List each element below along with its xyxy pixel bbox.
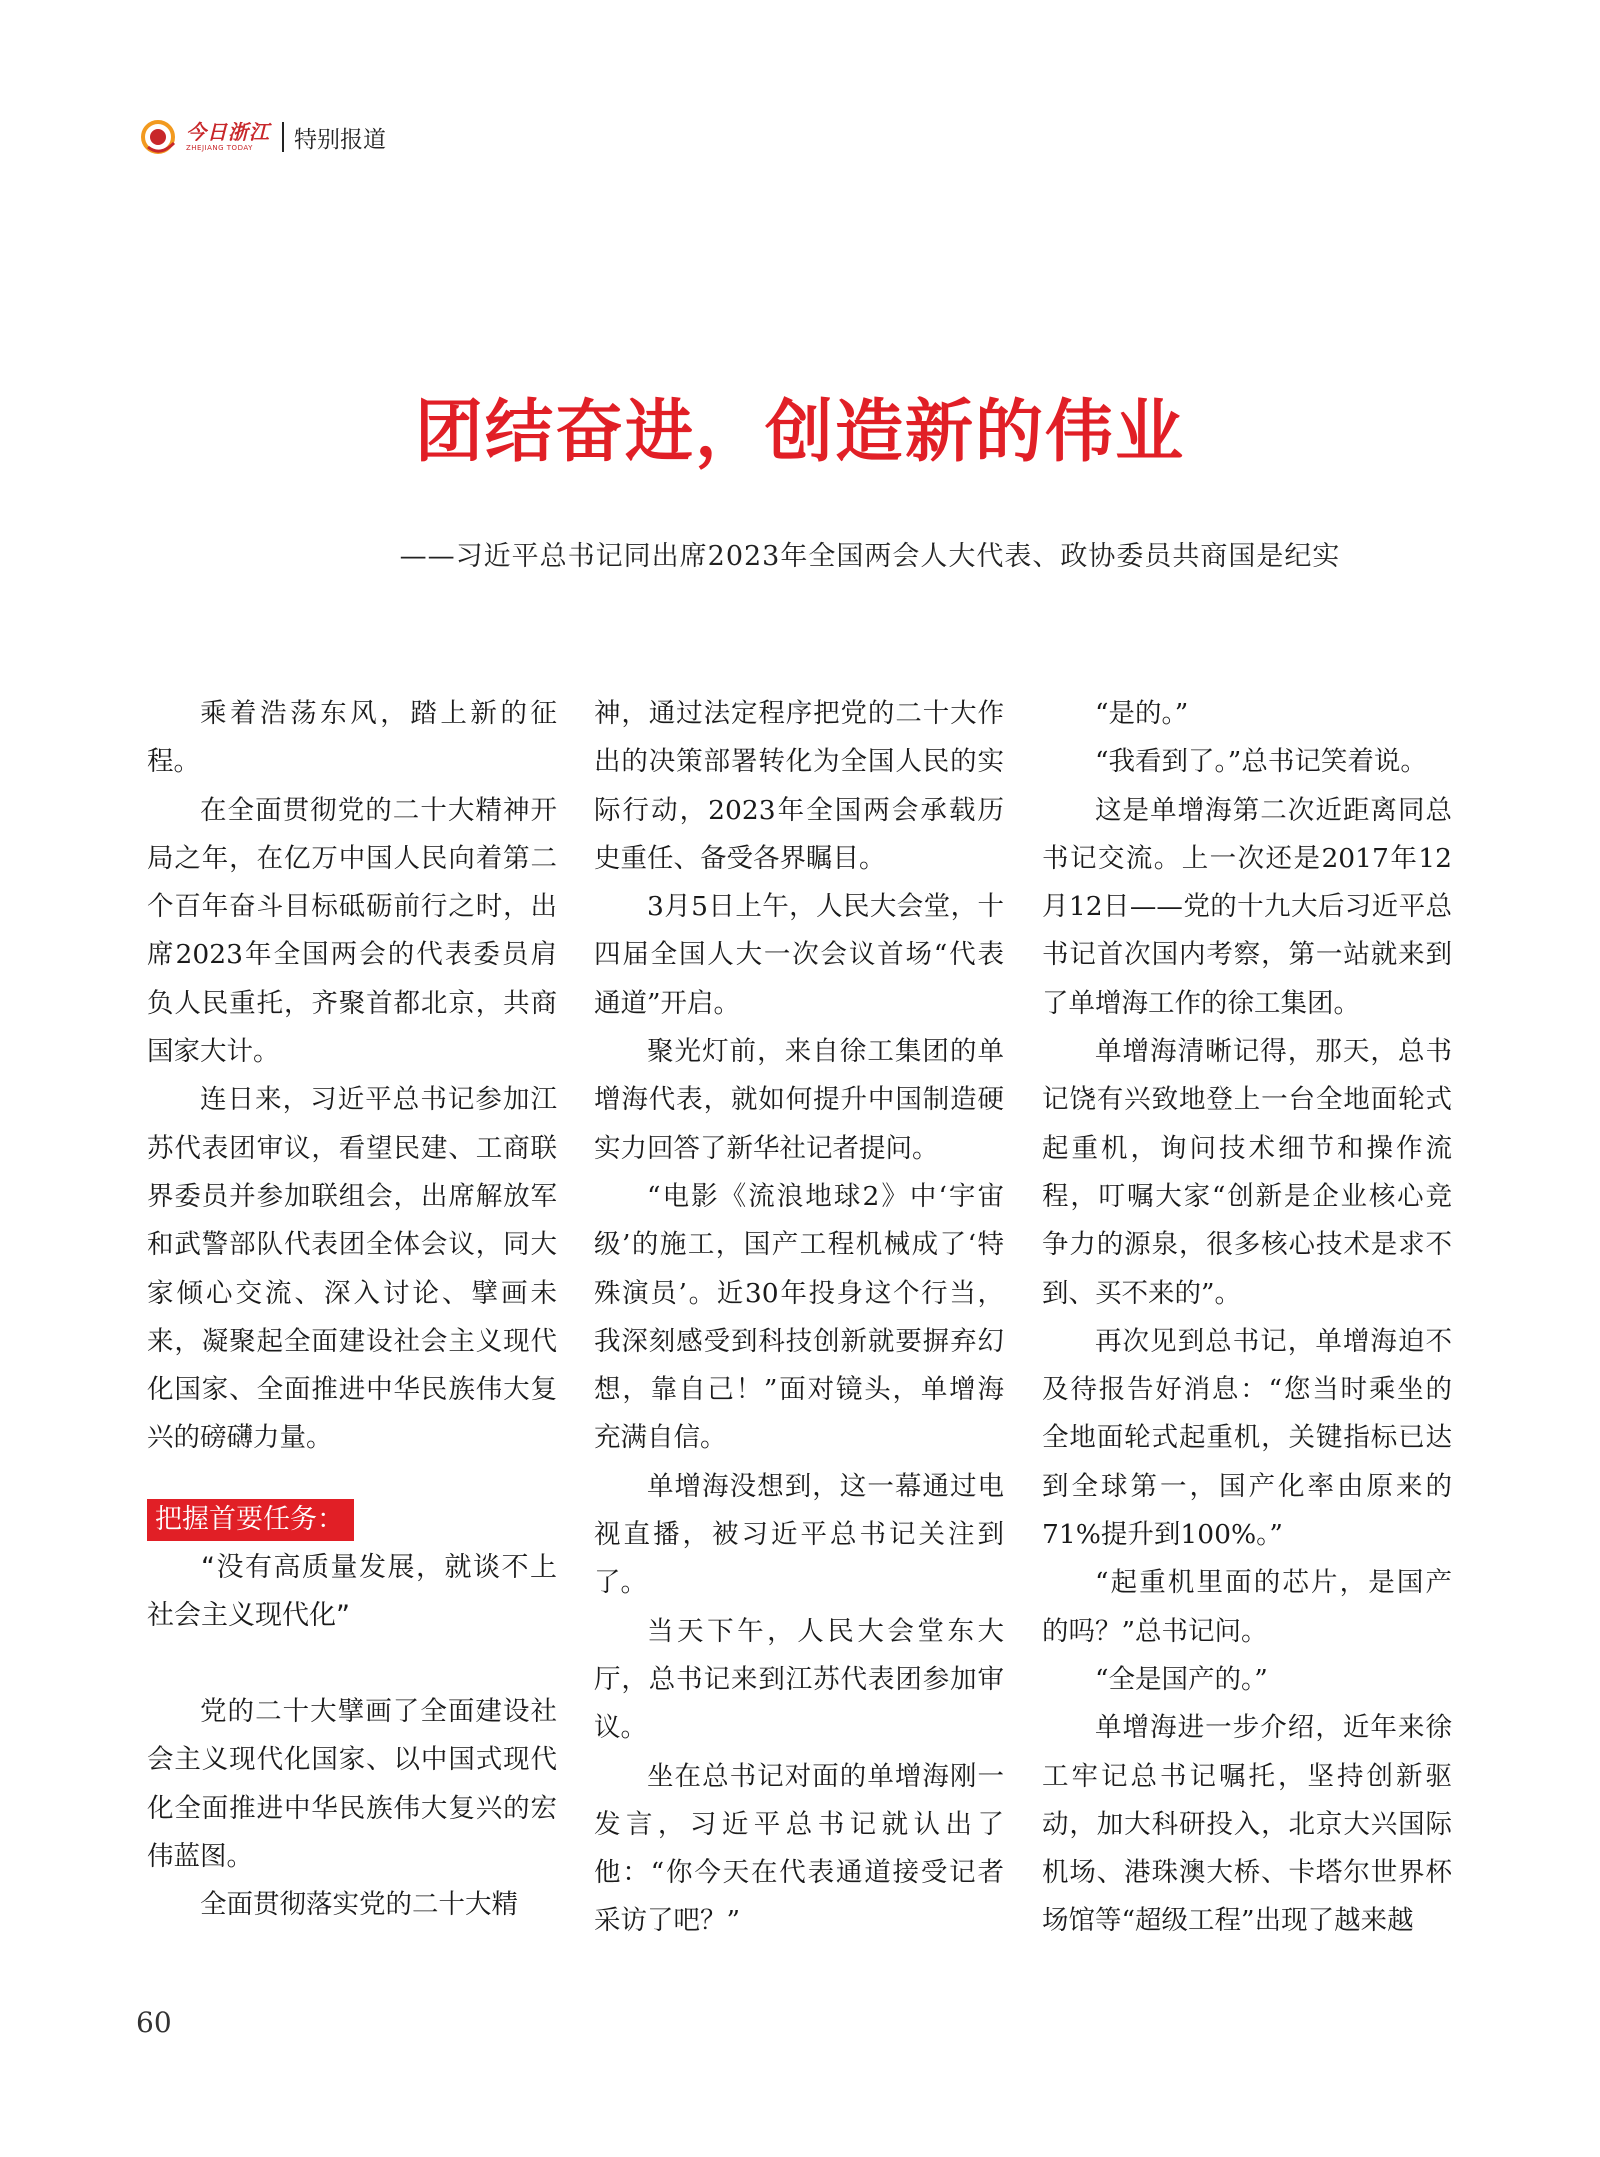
paragraph: 这是单增海第二次近距离同总书记交流。上一次还是2017年12月12日——党的十九大后习近平总书记首次国内考察，第一站就来到了单增海工作的徐工集团。 bbox=[1042, 794, 1452, 1019]
logo-name: 今日浙江 bbox=[186, 120, 270, 144]
paragraph: 乘着浩荡东风，踏上新的征程。 bbox=[147, 698, 557, 778]
paragraph: “电影《流浪地球2》中‘宇宙级’的施工，国产工程机械成了‘特殊演员’。近30年投身这个行当，我深刻感受到科技创新就要摒弃幻想，靠自己！”面对镜头，单增海充满自信。 bbox=[594, 1180, 1004, 1454]
logo-text bbox=[186, 122, 270, 152]
article-subtitle: ——习近平总书记同出席2023年全国两会人大代表、政协委员共商国是纪实 bbox=[399, 541, 1341, 572]
paragraph: 全面贯彻落实党的二十大精 bbox=[200, 1889, 518, 1921]
paragraph: 3月5日上午，人民大会堂，十四届全国人大一次会议首场“代表通道”开启。 bbox=[594, 891, 1004, 1019]
paragraph: “我看到了。”总书记笑着说。 bbox=[1095, 746, 1427, 778]
sun-logo-icon bbox=[140, 117, 180, 157]
section-quote: “没有高质量发展，就谈不上社会主义现代化” bbox=[147, 1552, 557, 1632]
paragraph: 在全面贯彻党的二十大精神开局之年，在亿万中国人民向着第二个百年奋斗目标砥砺前行之时，出席2023年全国两会的代表委员肩负人民重托，齐聚首都北京，共商国家大计。 bbox=[147, 794, 557, 1068]
paragraph: “是的。” bbox=[1095, 698, 1189, 729]
column-2 bbox=[594, 690, 1004, 1946]
article-title: 团结奋进，创造新的伟业 bbox=[414, 393, 1185, 472]
column-1 bbox=[147, 690, 557, 1930]
paragraph: 当天下午，人民大会堂东大厅，总书记来到江苏代表团参加审议。 bbox=[594, 1615, 1004, 1744]
paragraph: 单增海没想到，这一幕通过电视直播，被习近平总书记关注到了。 bbox=[594, 1470, 1004, 1599]
spacer bbox=[147, 1640, 557, 1688]
paragraph: 党的二十大擘画了全面建设社会主义现代化国家、以中国式现代化全面推进中华民族伟大复兴的宏伟蓝图。 bbox=[147, 1696, 557, 1872]
paragraph: “全是国产的。” bbox=[1095, 1663, 1268, 1695]
paragraph: 单增海清晰记得，那天，总书记饶有兴致地登上一台全地面轮式起重机，询问技术细节和操作流程，叮嘱大家“创新是企业核心竞争力的源泉，很多核心技术是求不到、买不来的”。 bbox=[1042, 1036, 1452, 1309]
header-divider bbox=[282, 122, 284, 152]
paragraph: “起重机里面的芯片，是国产的吗？”总书记问。 bbox=[1042, 1567, 1452, 1647]
section-name: 特别报道 bbox=[294, 126, 386, 153]
page-number: 60 bbox=[136, 2006, 172, 2039]
paragraph: 坐在总书记对面的单增海刚一发言，习近平总书记就认出了他：“你今天在代表通道接受记者采访了吧？” bbox=[594, 1760, 1004, 1937]
paragraph: 单增海进一步介绍，近年来徐工牢记总书记嘱托，坚持创新驱动，加大科研投入，北京大兴国际机场、港珠澳大桥、卡塔尔世界杯场馆等“超级工程”出现了越来越 bbox=[1042, 1712, 1452, 1937]
paragraph: 再次见到总书记，单增海迫不及待报告好消息：“您当时乘坐的全地面轮式起重机，关键指标已达到全球第一，国产化率由原来的71%提升到100%。” bbox=[1042, 1325, 1452, 1551]
column-3 bbox=[1042, 690, 1452, 1946]
paragraph: 连日来，习近平总书记参加江苏代表团审议，看望民建、工商联界委员并参加联组会，出席解放军和武警部队代表团全体会议，同大家倾心交流、深入讨论、擘画未来，凝聚起全面建设社会主义现代化国家、全面推进中华民族伟大复兴的磅礴力量。 bbox=[147, 1084, 557, 1454]
logo-english: ZHEJIANG TODAY bbox=[186, 144, 253, 152]
paragraph: 神，通过法定程序把党的二十大作出的决策部署转化为全国人民的实际行动，2023年全国两会承载历史重任、备受各界瞩目。 bbox=[594, 698, 1004, 874]
page-header bbox=[140, 112, 386, 162]
paragraph: 聚光灯前，来自徐工集团的单增海代表，就如何提升中国制造硬实力回答了新华社记者提问。 bbox=[594, 1036, 1004, 1164]
section-tag: 把握首要任务： bbox=[147, 1499, 354, 1541]
